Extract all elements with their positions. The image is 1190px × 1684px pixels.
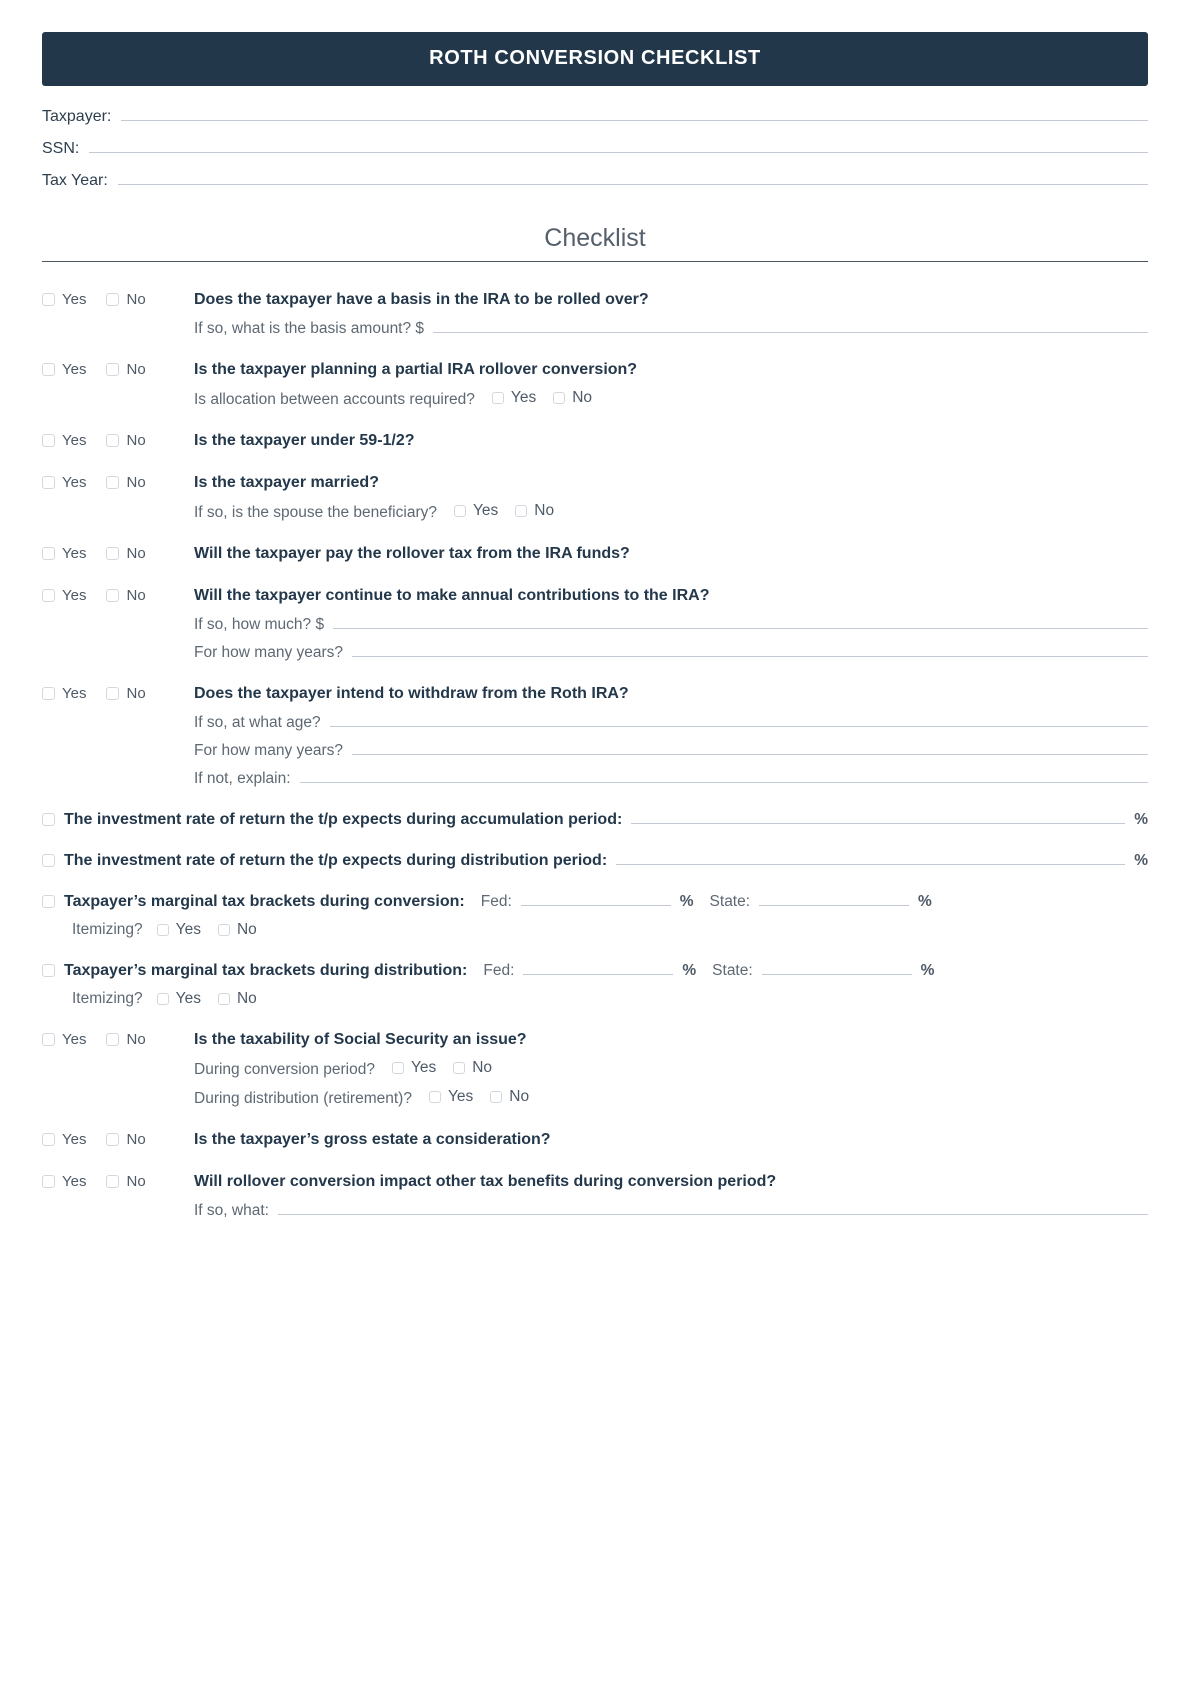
section-divider: [42, 261, 1148, 262]
checkbox-icon[interactable]: [42, 687, 55, 700]
no-label: No: [126, 291, 146, 308]
itemizing-row: [42, 921, 1148, 939]
itemizing-yes-option[interactable]: [157, 990, 201, 1008]
checkbox-icon[interactable]: [42, 854, 55, 867]
checkbox-icon[interactable]: [42, 895, 55, 908]
bracket-text: Taxpayer’s marginal tax brackets during distribution:: [64, 962, 468, 979]
checkbox-icon[interactable]: [42, 1033, 55, 1046]
question-main-row: [42, 586, 1148, 606]
percent-symbol: %: [682, 962, 697, 979]
yes-option[interactable]: [42, 587, 86, 604]
sub-yes-option[interactable]: [454, 502, 498, 520]
no-label: No: [126, 1031, 146, 1048]
checkbox-icon[interactable]: [42, 964, 55, 977]
field-label: Tax Year:: [42, 172, 108, 189]
statement-accumulation-rate: [42, 810, 1148, 829]
checkbox-icon[interactable]: [492, 392, 504, 404]
accumulation-rate-input[interactable]: [631, 810, 1125, 824]
question-text: Is the taxability of Social Security an issue?: [194, 1031, 527, 1048]
sub-field-row: [42, 1088, 1148, 1108]
bracket-distribution-block: [42, 961, 1148, 1008]
checkbox-icon[interactable]: [106, 1175, 119, 1188]
checkbox-icon[interactable]: [490, 1091, 502, 1103]
yes-option[interactable]: [42, 432, 86, 449]
no-option[interactable]: [106, 685, 145, 702]
no-label: No: [236, 921, 257, 938]
sub-field-label: If so, what is the basis amount? $: [194, 320, 425, 337]
withdraw-explain-input[interactable]: [300, 769, 1148, 783]
bracket-row: [42, 961, 1148, 980]
yes-label: Yes: [447, 1088, 474, 1105]
checkbox-icon[interactable]: [106, 293, 119, 306]
no-option[interactable]: [106, 587, 145, 604]
yes-label: Yes: [472, 502, 499, 519]
question-text: Does the taxpayer intend to withdraw from the Roth IRA?: [194, 685, 629, 702]
checkbox-icon[interactable]: [157, 924, 169, 936]
no-option[interactable]: [106, 474, 145, 491]
question-main-row: [42, 1030, 1148, 1050]
question-main-row: [42, 290, 1148, 310]
yes-option[interactable]: [42, 474, 86, 491]
no-option[interactable]: [106, 545, 145, 562]
field-tax-year: [42, 170, 1148, 190]
percent-symbol: %: [679, 893, 694, 910]
question-text: Is the taxpayer under 59-1/2?: [194, 432, 415, 449]
bracket-conversion-block: [42, 892, 1148, 939]
field-label: Taxpayer:: [42, 108, 112, 125]
state-label: State:: [709, 893, 751, 910]
checkbox-icon[interactable]: [106, 589, 119, 602]
question-item: [42, 1030, 1148, 1108]
checkbox-icon[interactable]: [42, 363, 55, 376]
itemizing-no-option[interactable]: [218, 921, 257, 939]
basis-amount-input[interactable]: [433, 319, 1148, 333]
taxpayer-input[interactable]: [121, 106, 1148, 121]
no-option[interactable]: [106, 1173, 145, 1190]
checkbox-icon[interactable]: [453, 1062, 465, 1074]
sub-field-row: [42, 1201, 1148, 1220]
sub-no-option[interactable]: [490, 1088, 529, 1106]
yes-option[interactable]: [42, 1131, 86, 1148]
yes-no-group: [42, 431, 194, 449]
sub-field-row: [42, 769, 1148, 788]
itemizing-label: Itemizing?: [72, 921, 143, 938]
no-option[interactable]: [106, 432, 145, 449]
checkbox-icon[interactable]: [553, 392, 565, 404]
checkbox-icon[interactable]: [106, 363, 119, 376]
sub-field-label: For how many years?: [194, 742, 344, 759]
no-option[interactable]: [106, 361, 145, 378]
no-label: No: [126, 474, 146, 491]
yes-label: Yes: [62, 545, 87, 562]
checklist-heading: [42, 224, 1148, 253]
checkbox-icon[interactable]: [42, 293, 55, 306]
no-label: No: [126, 1131, 146, 1148]
no-label: No: [572, 389, 593, 406]
no-label: No: [126, 1173, 146, 1190]
no-option[interactable]: [106, 1131, 145, 1148]
bracket-text: Taxpayer’s marginal tax brackets during conversion:: [64, 893, 465, 910]
question-item: [42, 360, 1148, 409]
question-main-row: [42, 1172, 1148, 1192]
checkbox-icon[interactable]: [218, 924, 230, 936]
yes-no-group: [42, 684, 194, 702]
fed-label: Fed:: [480, 893, 512, 910]
yes-label: Yes: [62, 1031, 87, 1048]
question-text: Will the taxpayer continue to make annual contributions to the IRA?: [194, 587, 710, 604]
yes-no-group: [42, 1030, 194, 1048]
question-text: Will the taxpayer pay the rollover tax from the IRA funds?: [194, 545, 630, 562]
question-item: [42, 1130, 1148, 1150]
sub-no-option[interactable]: [553, 389, 592, 407]
yes-option[interactable]: [42, 545, 86, 562]
sub-field-row: [42, 319, 1148, 338]
checkbox-icon[interactable]: [42, 547, 55, 560]
question-item: [42, 473, 1148, 522]
question-main-row: [42, 431, 1148, 451]
checkbox-icon[interactable]: [42, 434, 55, 447]
sub-field-label: During conversion period?: [194, 1061, 375, 1078]
withdraw-years-input[interactable]: [352, 741, 1148, 755]
sub-field-row: [42, 389, 1148, 409]
question-item: [42, 1172, 1148, 1220]
state-label: State:: [712, 962, 753, 979]
checkbox-icon[interactable]: [106, 1133, 119, 1146]
sub-field-row: [42, 643, 1148, 662]
statement-text: The investment rate of return the t/p expects during distribution period:: [64, 852, 608, 869]
tax-year-input[interactable]: [118, 170, 1148, 185]
contribution-years-input[interactable]: [352, 643, 1148, 657]
yes-label: Yes: [510, 389, 537, 406]
checkbox-icon[interactable]: [106, 476, 119, 489]
question-item: [42, 684, 1148, 788]
question-text: Is the taxpayer’s gross estate a consideration?: [194, 1131, 551, 1148]
question-item: [42, 544, 1148, 564]
checkbox-icon[interactable]: [392, 1062, 404, 1074]
identity-section: [42, 106, 1148, 190]
fed-label: Fed:: [483, 962, 515, 979]
itemizing-yes-option[interactable]: [157, 921, 201, 939]
yes-label: Yes: [410, 1059, 437, 1076]
question-text: Does the taxpayer have a basis in the IRA to be rolled over?: [194, 291, 649, 308]
yes-no-group: [42, 1172, 194, 1190]
question-main-row: [42, 544, 1148, 564]
yes-label: Yes: [175, 990, 201, 1007]
no-label: No: [126, 587, 146, 604]
question-item: [42, 431, 1148, 451]
field-ssn: [42, 138, 1148, 158]
yes-label: Yes: [62, 1173, 87, 1190]
bracket-row: [42, 892, 1148, 911]
yes-option[interactable]: [42, 1031, 86, 1048]
no-label: No: [126, 432, 146, 449]
yes-no-group: [42, 1130, 194, 1148]
no-label: No: [126, 361, 146, 378]
distribution-state-input[interactable]: [762, 961, 912, 975]
question-text: Is the taxpayer married?: [194, 474, 379, 491]
sub-field-row: [42, 502, 1148, 522]
question-item: [42, 290, 1148, 338]
conversion-fed-input[interactable]: [521, 892, 671, 906]
checkbox-icon[interactable]: [106, 687, 119, 700]
impact-explain-input[interactable]: [278, 1201, 1148, 1215]
checkbox-icon[interactable]: [515, 505, 527, 517]
distribution-rate-input[interactable]: [616, 851, 1125, 865]
yes-no-group: [42, 290, 194, 308]
question-main-row: [42, 684, 1148, 704]
no-label: No: [126, 685, 146, 702]
question-text: Is the taxpayer planning a partial IRA rollover conversion?: [194, 361, 638, 378]
sub-field-label: If so, how much? $: [194, 616, 325, 633]
section-title: Checklist: [544, 224, 646, 252]
yes-label: Yes: [62, 432, 87, 449]
checklist-items: [42, 290, 1148, 1220]
yes-option[interactable]: [42, 291, 86, 308]
yes-option[interactable]: [42, 1173, 86, 1190]
statement-distribution-rate: [42, 851, 1148, 870]
yes-label: Yes: [62, 587, 87, 604]
field-taxpayer: [42, 106, 1148, 126]
sub-field-row: [42, 713, 1148, 732]
percent-symbol: %: [1134, 852, 1148, 869]
no-option[interactable]: [106, 1031, 145, 1048]
question-main-row: [42, 1130, 1148, 1150]
itemizing-label: Itemizing?: [72, 990, 143, 1007]
checkbox-icon[interactable]: [454, 505, 466, 517]
itemizing-no-option[interactable]: [218, 990, 257, 1008]
percent-symbol: %: [1134, 811, 1148, 828]
sub-no-option[interactable]: [515, 502, 554, 520]
yes-label: Yes: [62, 361, 87, 378]
percent-symbol: %: [920, 962, 935, 979]
contribution-amount-input[interactable]: [333, 615, 1148, 629]
no-option[interactable]: [106, 291, 145, 308]
sub-field-label: If so, what:: [194, 1202, 269, 1219]
yes-no-group: [42, 360, 194, 378]
checkbox-icon[interactable]: [42, 589, 55, 602]
question-main-row: [42, 360, 1148, 380]
checkbox-icon[interactable]: [218, 993, 230, 1005]
sub-field-row: [42, 1059, 1148, 1079]
sub-field-label: For how many years?: [194, 644, 344, 661]
sub-field-row: [42, 615, 1148, 634]
ssn-input[interactable]: [89, 138, 1148, 153]
yes-label: Yes: [62, 474, 87, 491]
yes-no-group: [42, 586, 194, 604]
checkbox-icon[interactable]: [429, 1091, 441, 1103]
withdraw-age-input[interactable]: [330, 713, 1148, 727]
field-label: SSN:: [42, 140, 80, 157]
yes-no-group: [42, 544, 194, 562]
statement-text: The investment rate of return the t/p expects during accumulation period:: [64, 811, 623, 828]
no-label: No: [236, 990, 257, 1007]
sub-field-label: If so, is the spouse the beneficiary?: [194, 504, 437, 521]
yes-option[interactable]: [42, 685, 86, 702]
checkbox-icon[interactable]: [42, 813, 55, 826]
yes-label: Yes: [62, 1131, 87, 1148]
yes-option[interactable]: [42, 361, 86, 378]
checkbox-icon[interactable]: [106, 434, 119, 447]
checkbox-icon[interactable]: [106, 1033, 119, 1046]
no-label: No: [509, 1088, 530, 1105]
yes-label: Yes: [62, 685, 87, 702]
sub-yes-option[interactable]: [429, 1088, 473, 1106]
sub-field-label: If so, at what age?: [194, 714, 321, 731]
sub-field-label: Is allocation between accounts required?: [194, 391, 475, 408]
page-title: ROTH CONVERSION CHECKLIST: [42, 32, 1148, 86]
checkbox-icon[interactable]: [42, 1133, 55, 1146]
checkbox-icon[interactable]: [157, 993, 169, 1005]
itemizing-row: [42, 990, 1148, 1008]
sub-field-label: During distribution (retirement)?: [194, 1090, 412, 1107]
sub-yes-option[interactable]: [492, 389, 536, 407]
checkbox-icon[interactable]: [42, 1175, 55, 1188]
yes-label: Yes: [175, 921, 201, 938]
distribution-fed-input[interactable]: [523, 961, 673, 975]
checkbox-icon[interactable]: [42, 476, 55, 489]
yes-label: Yes: [62, 291, 87, 308]
question-text: Will rollover conversion impact other tax benefits during conversion period?: [194, 1173, 777, 1190]
sub-no-option[interactable]: [453, 1059, 492, 1077]
question-main-row: [42, 473, 1148, 493]
no-label: No: [472, 1059, 493, 1076]
conversion-state-input[interactable]: [759, 892, 909, 906]
percent-symbol: %: [918, 893, 932, 910]
sub-field-row: [42, 741, 1148, 760]
sub-yes-option[interactable]: [392, 1059, 436, 1077]
no-label: No: [126, 545, 146, 562]
no-label: No: [534, 502, 555, 519]
checkbox-icon[interactable]: [106, 547, 119, 560]
question-item: [42, 586, 1148, 662]
sub-field-label: If not, explain:: [194, 770, 291, 787]
yes-no-group: [42, 473, 194, 491]
